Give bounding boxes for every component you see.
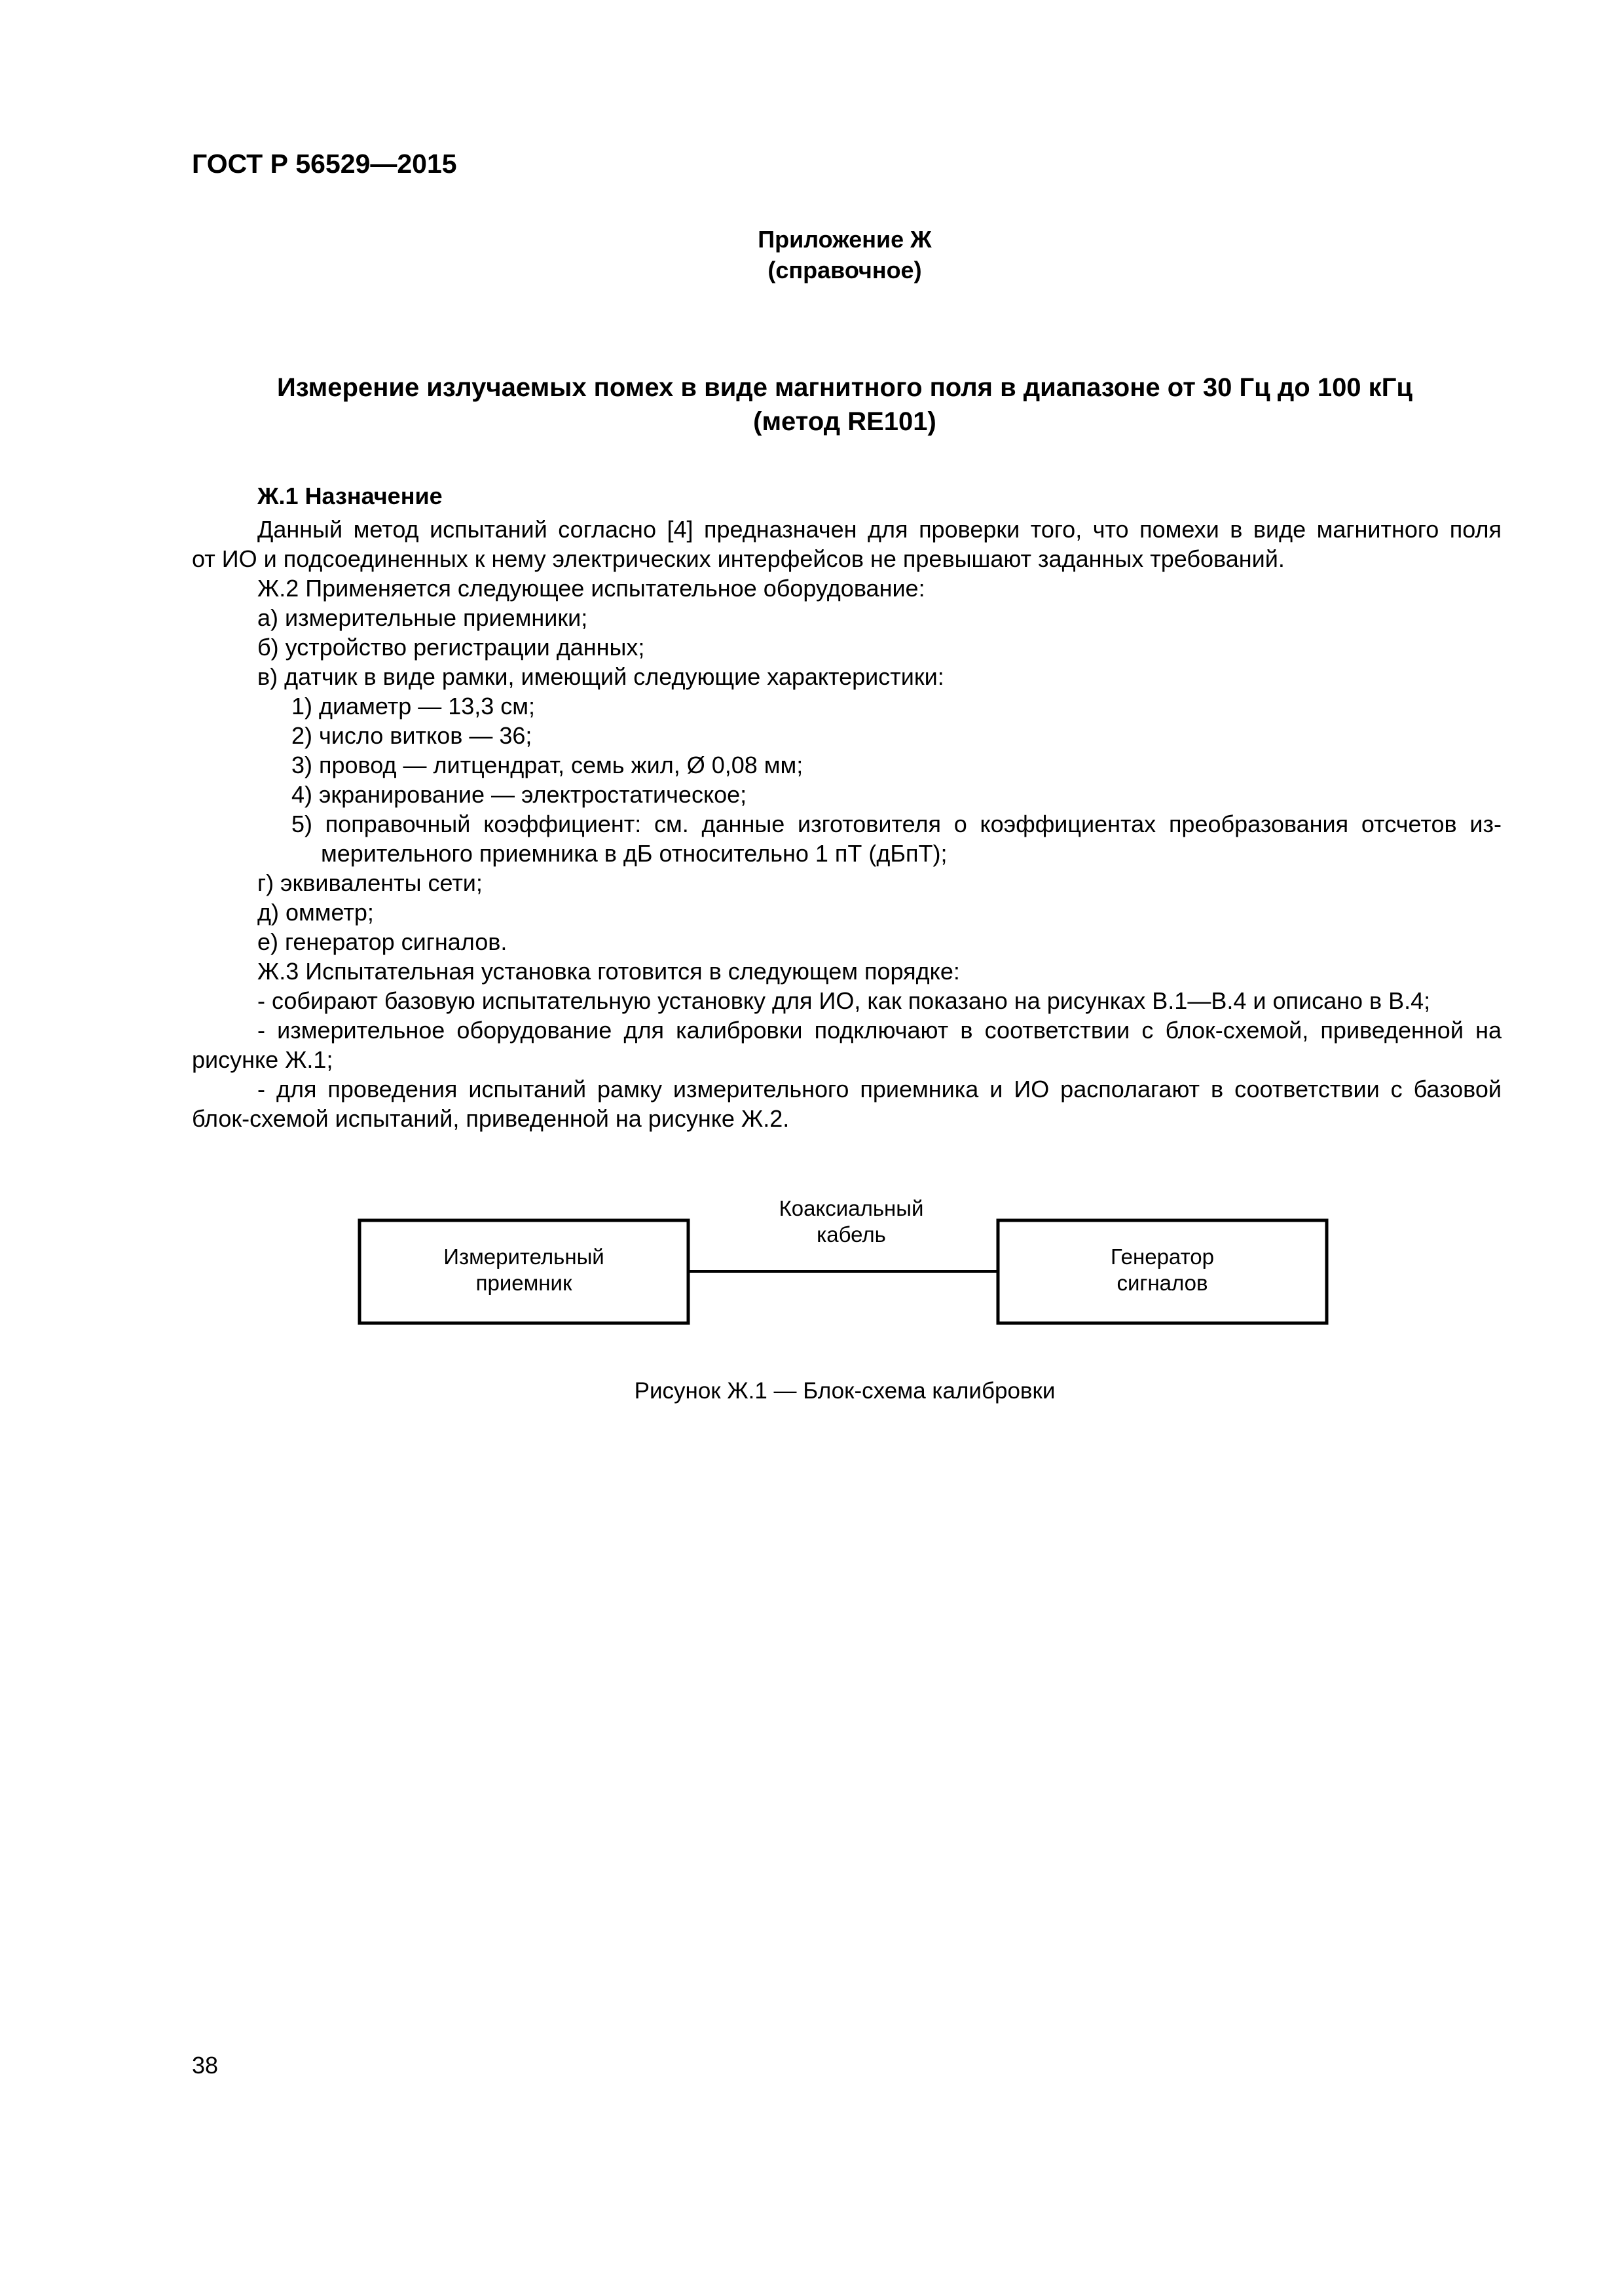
sub-list-item: 1) диаметр — 13,3 см;	[291, 693, 536, 720]
sub-list-item: 5) поправочный коэффициент: см. данные изготовителя о коэффициентах преобразования отсчетов из-	[291, 811, 1502, 837]
equipment-intro: Ж.2 Применяется следующее испытательное оборудование:	[257, 575, 925, 602]
annex-title-line2: (метод RE101)	[753, 407, 936, 436]
figure-caption: Рисунок Ж.1 — Блок-схема калибровки	[634, 1378, 1056, 1404]
sub-list-item: 2) число витков — 36;	[291, 722, 532, 749]
generator-label-line2: сигналов	[1116, 1271, 1208, 1295]
cable-label-line2: кабель	[817, 1222, 886, 1247]
sub-list-item: 4) экранирование — электростатическое;	[291, 781, 747, 808]
generator-label	[998, 1244, 1327, 1296]
cable-label	[720, 1195, 982, 1248]
body-text	[192, 478, 1502, 1133]
annex-title-line1: Измерение излучаемых помех в виде магнитного поля в диапазоне от 30 Гц до 100 кГц	[277, 373, 1412, 402]
bullet-item-continuation: блок-схемой испытаний, приведенной на рисунке Ж.2.	[192, 1105, 790, 1132]
generator-box	[998, 1220, 1327, 1323]
generator-label-line1: Генератор	[1110, 1245, 1215, 1269]
list-item: б) устройство регистрации данных;	[257, 634, 645, 661]
paragraph-line: Данный метод испытаний согласно [4] предназначен для проверки того, что помехи в виде магнитного поля	[257, 516, 1502, 543]
receiver-label	[360, 1244, 688, 1296]
receiver-label-line2: приемник	[475, 1271, 572, 1295]
receiver-box	[360, 1220, 688, 1323]
paragraph-line: от ИО и подсоединенных к нему электрических интерфейсов не превышают заданных требований.	[192, 545, 1285, 572]
list-item: г) эквиваленты сети;	[257, 869, 483, 896]
bullet-item: - для проведения испытаний рамку измерительного приемника и ИО располагают в соответствии с базовой	[257, 1076, 1502, 1102]
list-item: е) генератор сигналов.	[257, 928, 507, 955]
bullet-item: - измерительное оборудование для калибровки подключают в соответствии с блок-схемой, приведенной на	[257, 1017, 1502, 1044]
annex-heading	[0, 224, 1624, 285]
bullet-item: - собирают базовую испытательную установку для ИО, как показано на рисунках В.1—В.4 и описано в В.4;	[257, 987, 1431, 1014]
setup-intro: Ж.3 Испытательная установка готовится в следующем порядке:	[257, 958, 960, 985]
section-heading-purpose: Ж.1 Назначение	[257, 483, 443, 509]
bullet-item-continuation: рисунке Ж.1;	[192, 1046, 333, 1073]
list-item: а) измерительные приемники;	[257, 604, 588, 631]
cable-label-line1: Коаксиальный	[779, 1196, 924, 1220]
page-number: 38	[192, 2052, 219, 2079]
sub-list-item: 3) провод — литцендрат, семь жил, Ø 0,08 мм;	[291, 752, 803, 778]
annex-label: Приложение Ж	[758, 226, 932, 253]
list-item: в) датчик в виде рамки, имеющий следующие характеристики:	[257, 663, 944, 690]
sub-list-item-continuation: мерительного приемника в дБ относительно 1 пТ (дБпТ);	[321, 840, 948, 867]
list-item: д) омметр;	[257, 899, 374, 926]
document-code: ГОСТ Р 56529—2015	[192, 149, 457, 179]
annex-title	[0, 371, 1624, 439]
receiver-label-line1: Измерительный	[443, 1245, 604, 1269]
annex-type: (справочное)	[767, 257, 922, 283]
